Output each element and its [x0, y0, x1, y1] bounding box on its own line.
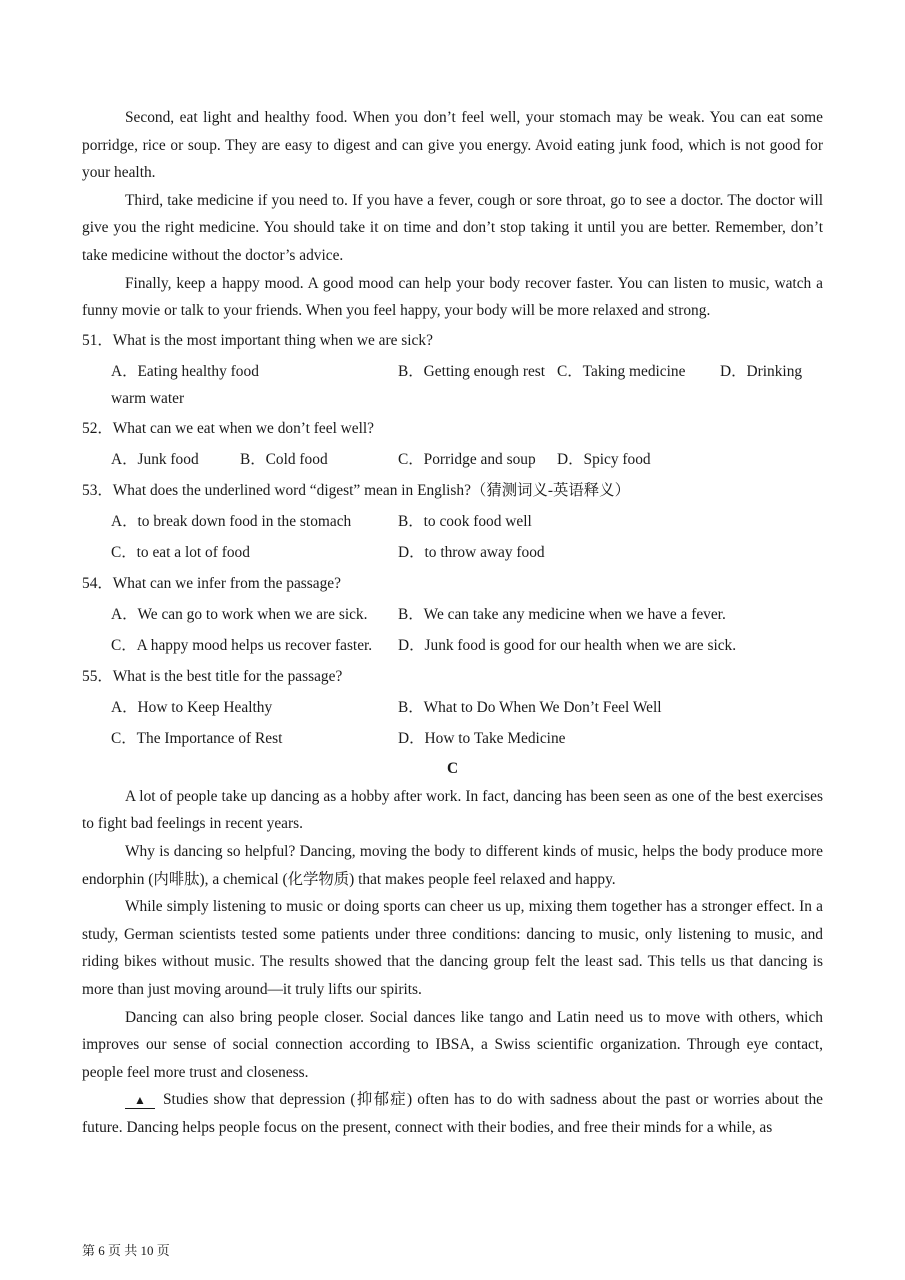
- question-53: [82, 475, 823, 568]
- question-51: [82, 325, 823, 413]
- options-row: [82, 537, 823, 568]
- option-a: A．to break down food in the stomach: [111, 512, 352, 530]
- option-a: A．How to Keep Healthy: [111, 698, 273, 716]
- question-stem: 51．What is the most important thing when we are sick?: [82, 331, 433, 349]
- options-row: [82, 506, 823, 537]
- paragraph-c1: A lot of people take up dancing as a hobby after work. In fact, dancing has been seen as one of the best exercises to fight bad feelings in recent years.: [82, 787, 823, 833]
- option-a: A．Eating healthy food: [111, 362, 259, 380]
- options-row: [82, 599, 823, 630]
- question-stem: 53．What does the underlined word “digest” mean in English?（猜测词义-英语释义）: [82, 481, 630, 499]
- paragraph-third: Third, take medicine if you need to. If you have a fever, cough or sore throat, go to see a doctor. The doctor will give you the right medicine. You should take it on time and don’t stop taking it until you are better. Remember, don’t take medicine without the doctor’s advice.: [82, 191, 823, 264]
- option-c: C．A happy mood helps us recover faster.: [111, 636, 373, 654]
- option-b: B．What to Do When We Don’t Feel Well: [398, 698, 662, 716]
- paragraph-c3: While simply listening to music or doing sports can cheer us up, mixing them together has a stronger effect. In a study, German scientists tested some patients under three conditions: dancing to music, only listening to music, and riding bikes without music. The results showed that the dancing group felt the least sad. This tells us that dancing is more than just moving around—it truly lifts our spirits.: [82, 898, 823, 998]
- options-row: [82, 444, 823, 475]
- question-stem: 54．What can we infer from the passage?: [82, 574, 341, 592]
- option-b: B．We can take any medicine when we have a fever.: [398, 605, 726, 623]
- option-b: B．Getting enough rest: [398, 362, 546, 380]
- question-52: [82, 413, 823, 475]
- paragraph-c2: Why is dancing so helpful? Dancing, moving the body to different kinds of music, helps the body produce more endorphin (内啡肽), a chemical (化学物质) that makes people feel relaxed and happy.: [82, 842, 823, 888]
- options-row: [82, 723, 823, 754]
- option-a: A．We can go to work when we are sick.: [111, 605, 368, 623]
- paragraph-c4: Dancing can also bring people closer. Social dances like tango and Latin need us to move with others, which improves our sense of social connection according to IBSA, a Swiss scientific organization. Through eye contact, people feel more trust and closeness.: [82, 1008, 823, 1081]
- question-55: [82, 661, 823, 754]
- option-d: D．Spicy food: [557, 450, 651, 468]
- options-row: [82, 692, 823, 723]
- option-a: A．Junk food: [111, 450, 199, 468]
- options-row: [82, 356, 823, 387]
- paragraph-c5: [82, 1086, 823, 1141]
- question-54: [82, 568, 823, 661]
- option-b: B．to cook food well: [398, 512, 532, 530]
- option-d: D．Drinking: [720, 362, 803, 380]
- option-d: D．How to Take Medicine: [398, 729, 566, 747]
- option-d: D．to throw away food: [398, 543, 545, 561]
- option-d-continuation: warm water: [111, 389, 185, 407]
- option-c: C．Porridge and soup: [398, 450, 536, 468]
- paragraph-second: Second, eat light and healthy food. When you don’t feel well, your stomach may be weak. You can eat some porridge, rice or soup. They are easy to digest and can give you energy. Avoid eating junk food, which is not good for your health.: [82, 109, 823, 182]
- paragraph-c5-text: Studies show that depression (抑郁症) often has to do with sadness about the past or worries about the future. Dancing helps people focus on the present, connect with their bodies, and free their minds for a while, as: [82, 1091, 823, 1136]
- question-stem: 55．What is the best title for the passage?: [82, 667, 343, 685]
- blank-marker: ▲: [125, 1093, 155, 1109]
- option-d: D．Junk food is good for our health when we are sick.: [398, 636, 737, 654]
- option-c: C．Taking medicine: [557, 362, 686, 380]
- option-c: C．The Importance of Rest: [111, 729, 283, 747]
- page-footer: 第 6 页 共 10 页: [82, 1243, 170, 1258]
- option-c: C．to eat a lot of food: [111, 543, 250, 561]
- paragraph-finally: Finally, keep a happy mood. A good mood can help your body recover faster. You can listen to music, watch a funny movie or talk to your friends. When you feel happy, your body will be more relaxed and strong.: [82, 274, 823, 320]
- option-b: B．Cold food: [240, 450, 328, 468]
- question-stem: 52．What can we eat when we don’t feel well?: [82, 419, 375, 437]
- options-row: [82, 630, 823, 661]
- section-c-heading: C: [446, 759, 459, 777]
- document-page: [82, 104, 823, 1141]
